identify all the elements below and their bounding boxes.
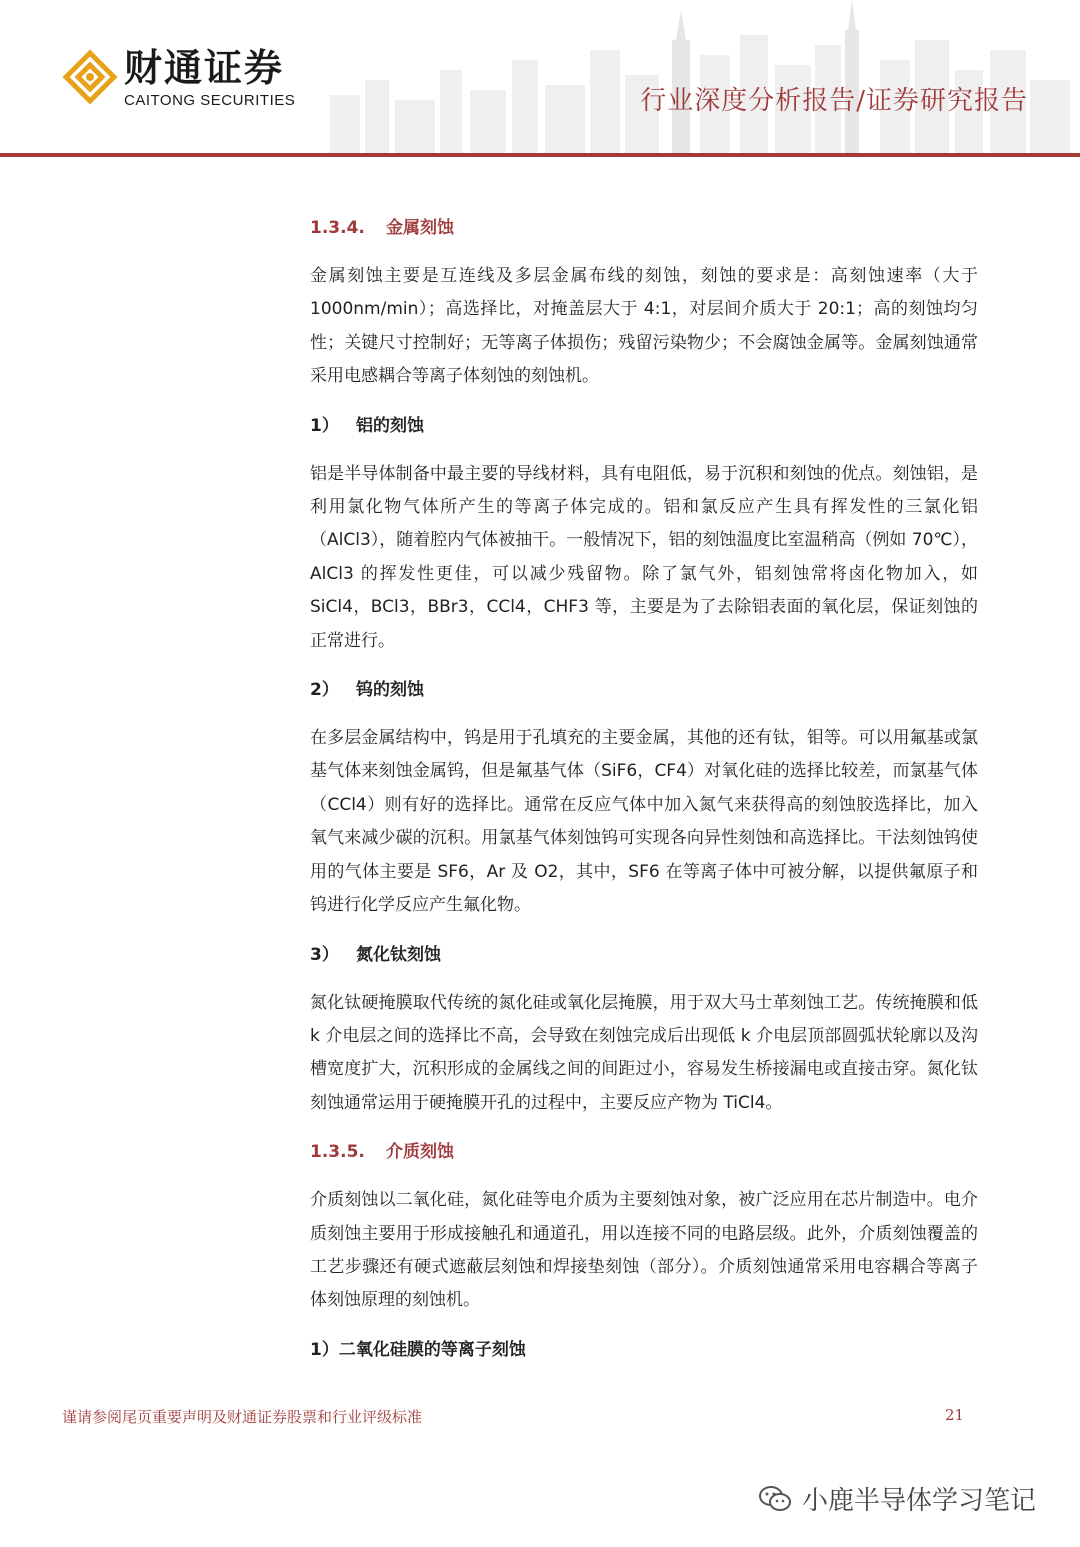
paragraph-titanium-nitride-etch: 氮化钛硬掩膜取代传统的氮化硅或氧化层掩膜，用于双大马士革刻蚀工艺。传统掩膜和低 k 介电层之间的选择比不高，会导致在刻蚀完成后出现低 k 介电层顶部圆弧状轮廓以及沟槽宽度扩大，沉积形成的金属线之间的间距过小，容易发生桥接漏电或直接击穿。氮化钛刻蚀通常运用于硬掩膜开孔的过程中，主要反应产物为 TiCl4。	[310, 992, 978, 1113]
brand-name-en: CAITONG SECURITIES	[124, 92, 296, 109]
subheading-number: 1）	[310, 415, 339, 436]
page-content	[310, 208, 978, 1382]
paragraph-dielectric-etch-intro: 介质刻蚀以二氧化硅，氮化硅等电介质为主要刻蚀对象，被广泛应用在芯片制造中。电介质刻蚀主要用于形成接触孔和通道孔，用以连接不同的电路层级。此外，介质刻蚀覆盖的工艺步骤还有硬式遮蔽层刻蚀和焊接垫刻蚀（部分）。介质刻蚀通常采用电容耦合等离子体刻蚀原理的刻蚀机。	[310, 1190, 978, 1311]
paragraph-tungsten-etch: 在多层金属结构中，钨是用于孔填充的主要金属，其他的还有钛，钼等。可以用氟基或氯基气体来刻蚀金属钨，但是氟基气体（SiF6，CF4）对氧化硅的选择比较差，而氯基气体（CCl4）则有好的选择比。通常在反应气体中加入氮气来获得高的刻蚀胶选择比，加入氧气来减少碳的沉积。用氯基气体刻蚀钨可实现各向异性刻蚀和高选择比。干法刻蚀钨使用的气体主要是 SF6，Ar 及 O2，其中，SF6 在等离子体中可被分解，以提供氟原子和钨进行化学反应产生氟化物。	[310, 728, 978, 916]
watermark-text: 小鹿半导体学习笔记	[802, 1486, 1037, 1516]
subheading-title: 氮化钛刻蚀	[356, 944, 441, 965]
caitong-logo-icon	[62, 49, 118, 109]
section-number: 1.3.5.	[310, 1142, 365, 1163]
page-number: 21	[945, 1406, 965, 1424]
paragraph-metal-etch-intro: 金属刻蚀主要是互连线及多层金属布线的刻蚀，刻蚀的要求是：高刻蚀速率（大于 1000nm/min）；高选择比，对掩盖层大于 4:1，对层间介质大于 20:1；高的刻蚀均匀性；关键尺寸控制好；无等离子体损伤；残留污染物少；不会腐蚀金属等。金属刻蚀通常采用电感耦合等离子体刻蚀的刻蚀机。	[310, 266, 978, 387]
subheading-titanium-nitride-etch	[310, 935, 978, 975]
paragraph-aluminum-etch: 铝是半导体制备中最主要的导线材料，具有电阻低，易于沉积和刻蚀的优点。刻蚀铝，是利用氯化物气体所产生的等离子体完成的。铝和氯反应产生具有挥发性的三氯化铝（AlCl3），随着腔内气体被抽干。一般情况下，铝的刻蚀温度比室温稍高（例如 70℃），AlCl3 的挥发性更佳，可以减少残留物。除了氯气外，铝刻蚀常将卤化物加入，如 SiCl4，BCl3，BBr3，CCl4，CHF3 等，主要是为了去除铝表面的氧化层，保证刻蚀的正常进行。	[310, 463, 978, 651]
section-title: 金属刻蚀	[386, 218, 454, 238]
section-heading-1-3-5	[310, 1132, 978, 1172]
section-heading-1-3-4	[310, 208, 978, 248]
wechat-icon	[758, 1484, 792, 1514]
subheading-number: 3）	[310, 944, 339, 965]
wechat-watermark	[758, 1480, 1036, 1517]
subheading-sio2-plasma-etch: 1）二氧化硅膜的等离子刻蚀	[310, 1339, 526, 1360]
section-number: 1.3.4.	[310, 218, 365, 238]
subheading-title: 钨的刻蚀	[356, 680, 424, 701]
brand-name-cn: 财通证券	[124, 46, 285, 90]
header-divider	[0, 153, 1080, 157]
subheading-number: 2）	[310, 680, 339, 701]
subheading-aluminum-etch	[310, 406, 978, 446]
subheading-title: 铝的刻蚀	[356, 415, 424, 436]
page-header	[0, 0, 1080, 158]
subheading-tungsten-etch	[310, 670, 978, 710]
company-logo	[62, 48, 295, 109]
section-title: 介质刻蚀	[386, 1142, 454, 1163]
footer-disclaimer: 谨请参阅尾页重要声明及财通证券股票和行业评级标准	[62, 1408, 423, 1426]
report-type-label: 行业深度分析报告/证券研究报告	[640, 86, 1028, 116]
